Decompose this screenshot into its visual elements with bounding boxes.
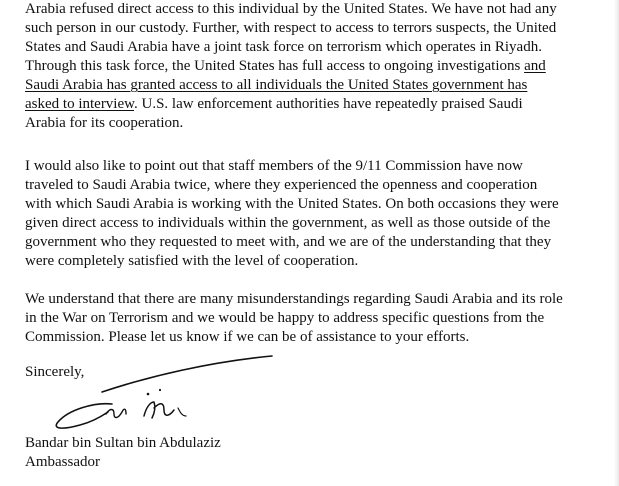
scan-edge-shadow (614, 0, 619, 486)
text-line: in the War on Terrorism and we would be happy to address specific questions from the (25, 310, 545, 326)
signer-title: Ambassador (25, 454, 100, 470)
text-line (25, 57, 557, 76)
text-line: with which Saudi Arabia is working with the United States. On both occasions they were (25, 196, 559, 212)
text-line: Commission. Please let us know if we can be of assistance to your efforts. (25, 329, 470, 345)
paragraph-commission-visits (25, 157, 559, 271)
text-line: Arabia refused direct access to this individual by the United States. We have not had any (25, 1, 557, 17)
underlined-text-line: Saudi Arabia has granted access to all individuals the United States government has (25, 77, 528, 93)
underlined-text: and (524, 58, 546, 74)
text-line: Arabia for its cooperation. (25, 115, 184, 131)
closing-salutation: Sincerely, (25, 364, 85, 380)
handwritten-signature (50, 352, 290, 432)
text-line: were completely satisfied with the level of cooperation. (25, 253, 359, 269)
signer-name: Bandar bin Sultan bin Abdulaziz (25, 435, 221, 451)
text-line (25, 95, 557, 114)
paragraph-misunderstandings (25, 290, 563, 347)
text-line: government who they requested to meet with, and we are of the understanding that they (25, 234, 552, 250)
underlined-text: asked to interview (25, 96, 134, 112)
text-line: such person in our custody. Further, with respect to access to terrors suspects, the United (25, 20, 557, 36)
signature-dot (159, 389, 161, 391)
text-line: given direct access to individuals within the government, as well as those outside of the (25, 215, 551, 231)
text-line: States and Saudi Arabia have a joint task force on terrorism which operates in Riyadh. (25, 39, 542, 55)
text-line: traveled to Saudi Arabia twice, where they experienced the openness and cooperation (25, 177, 538, 193)
text-segment: . U.S. law enforcement authorities have repeatedly praised Saudi (134, 96, 523, 112)
text-line: We understand that there are many misunderstandings regarding Saudi Arabia and its role (25, 291, 563, 307)
paragraph-task-force (25, 0, 557, 133)
text-line: I would also like to point out that staff members of the 9/11 Commission have now (25, 158, 523, 174)
signature-dot (147, 393, 150, 396)
text-segment: Through this task force, the United States has full access to ongoing investigations (25, 58, 525, 74)
